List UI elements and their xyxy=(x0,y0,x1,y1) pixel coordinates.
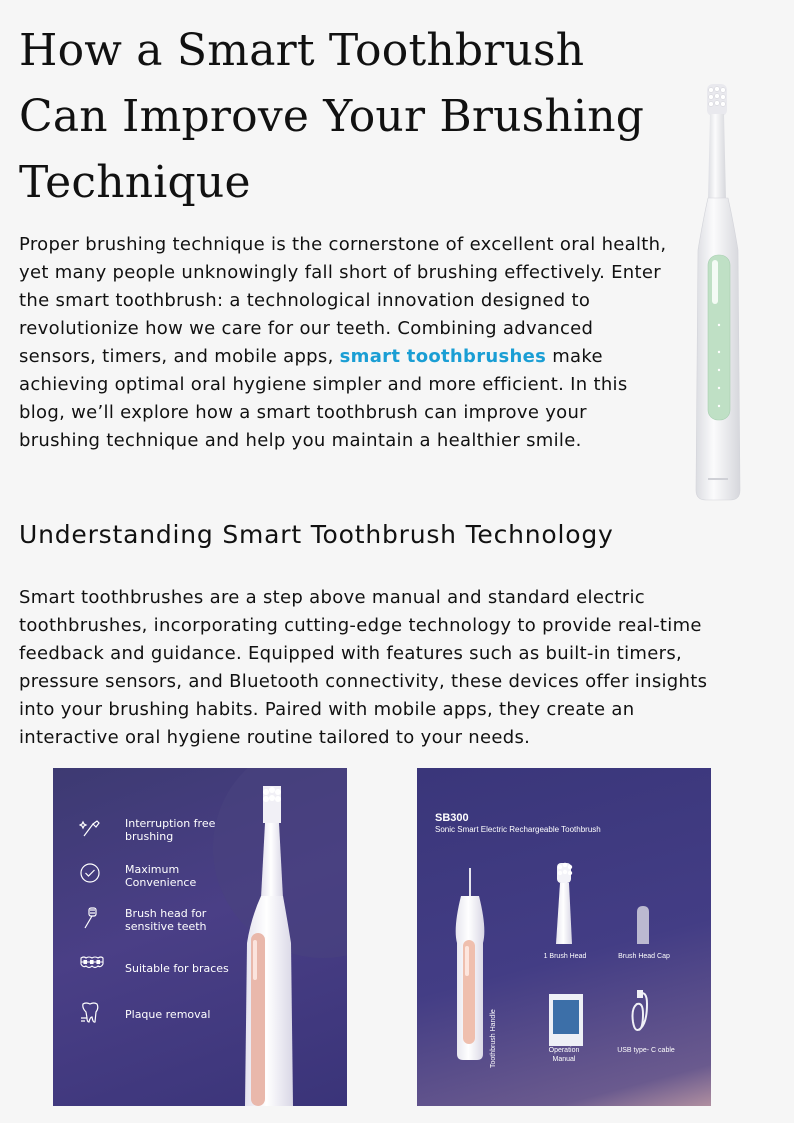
check-circle-icon xyxy=(79,862,111,890)
brush-cap-caption: Brush Head Cap xyxy=(618,953,670,960)
smart-toothbrushes-link[interactable]: smart toothbrushes xyxy=(339,346,547,367)
brush-sparkle-icon xyxy=(79,816,111,844)
section-heading: Understanding Smart Toothbrush Technology xyxy=(19,520,614,549)
plaque-tooth-icon xyxy=(79,1000,111,1028)
brush-head-caption: 1 Brush Head xyxy=(543,953,587,960)
handle-label: Toothbrush Handle xyxy=(490,1009,497,1068)
manual-caption: Operation Manual xyxy=(548,1047,580,1063)
feature-braces xyxy=(79,954,235,982)
intro-text-start: Proper brushing technique is the cornerstone of excellent oral health, yet many people unknowingly fall short of brushing effectively. Enter the smart toothbrush: a technological innovation designed to revolutionize how we care for our teeth. Combining advanced sensors, timers, and mobile apps, xyxy=(19,234,667,367)
product-model: SB300 xyxy=(435,812,469,824)
feature-label: Plaque removal xyxy=(125,1007,211,1021)
usb-cable xyxy=(633,993,648,1030)
feature-label: Maximum Convenience xyxy=(125,863,197,889)
intro-text-end: make achieving optimal oral hygiene simpler and more efficient. In this blog, we’ll explore how a smart toothbrush can improve your brushing technique and help you maintain a healthier smile. xyxy=(19,346,628,451)
feature-plaque-removal xyxy=(79,1000,235,1028)
section-paragraph: Smart toothbrushes are a step above manual and standard electric toothbrushes, incorporating cutting-edge technology to provide real-time feedback and guidance. Equipped with features such as built-in timers, pressure sensors, and Bluetooth connectivity, these devices offer insights into your brushing habits. Paired with mobile apps, they create an interactive oral hygiene routine tailored to your needs. xyxy=(19,587,708,748)
intro-paragraph xyxy=(19,231,669,455)
features-promo-image xyxy=(53,768,347,1106)
feature-label: Brush head for sensitive teeth xyxy=(125,907,207,933)
feature-interruption-free xyxy=(79,816,235,844)
package-contents-image xyxy=(417,768,711,1106)
spare-brush-head xyxy=(556,863,572,944)
green-toothbrush-image xyxy=(688,80,748,505)
product-subtitle: Sonic Smart Electric Rechargeable Toothbrush xyxy=(435,825,601,834)
brush-head-icon xyxy=(79,906,111,934)
article-title: How a Smart Toothbrush Can Improve Your Brushing Technique xyxy=(19,25,645,208)
cable-caption: USB type- C cable xyxy=(617,1047,675,1054)
feature-sensitive-teeth xyxy=(79,906,235,934)
feature-convenience xyxy=(79,862,235,890)
feature-label: Suitable for braces xyxy=(125,961,229,975)
feature-label: Interruption free brushing xyxy=(125,817,216,843)
brush-cap xyxy=(637,906,649,944)
braces-icon xyxy=(79,954,111,982)
